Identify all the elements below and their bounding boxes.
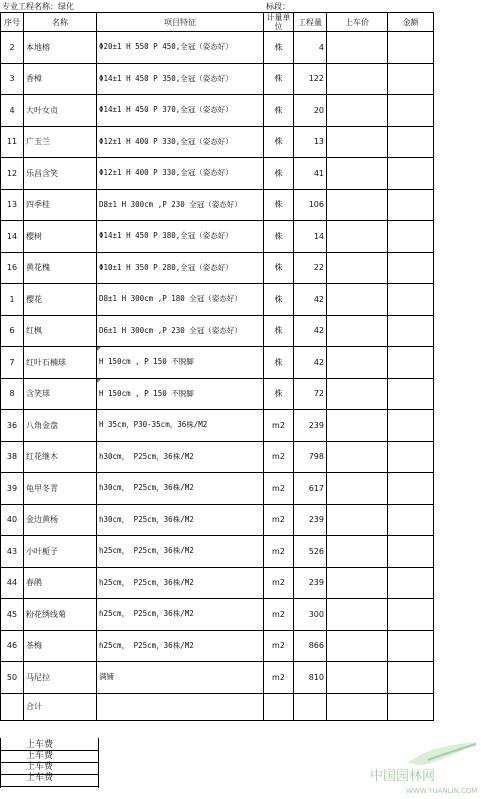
cell-price — [327, 630, 388, 662]
cell-no: 6 — [1, 315, 24, 347]
col-header-name: 名称 — [24, 13, 97, 32]
cell-name: 粉花绣线菊 — [24, 599, 97, 631]
yuanlin-watermark-logo — [368, 740, 481, 796]
total-empty-cell — [327, 693, 388, 720]
cell-spec: Φ10±1 H 350 P 280,全冠（姿态好） — [97, 252, 264, 284]
cell-no: 44 — [1, 567, 24, 599]
cell-spec: h25cm， P25cm，36株/M2 — [97, 536, 264, 568]
cell-qty: 617 — [294, 473, 327, 505]
cell-name: 八角金盘 — [24, 410, 97, 442]
total-empty-cell — [388, 693, 434, 720]
cell-no: 13 — [1, 189, 24, 221]
cell-qty: 122 — [294, 63, 327, 95]
cell-comment-marker — [97, 379, 101, 383]
cell-unit: m2 — [264, 410, 294, 442]
cell-qty: 42 — [294, 284, 327, 316]
cell-name: 金边黄杨 — [24, 504, 97, 536]
cell-no: 14 — [1, 221, 24, 253]
cell-no: 16 — [1, 252, 24, 284]
cell-no: 2 — [1, 32, 24, 64]
cell-price — [327, 536, 388, 568]
cell-qty: 42 — [294, 315, 327, 347]
total-empty-cell — [264, 693, 294, 720]
cell-qty: 20 — [294, 95, 327, 127]
cell-price — [327, 158, 388, 190]
fee-item: 上车费 — [26, 762, 54, 772]
cell-spec: h30cm， P25cm，36株/M2 — [97, 473, 264, 505]
cell-spec: Φ14±1 H 450 P 350,全冠（姿态好） — [97, 63, 264, 95]
table-header-row — [1, 13, 434, 32]
cell-amount — [388, 473, 434, 505]
fee-item: 上车费 — [26, 740, 54, 750]
total-empty-cell — [97, 693, 264, 720]
cell-amount — [388, 347, 434, 379]
cell-unit: 株 — [264, 347, 294, 379]
cell-qty: 106 — [294, 189, 327, 221]
cell-no: 36 — [1, 410, 24, 442]
cell-no: 11 — [1, 126, 24, 158]
table-row — [1, 158, 434, 190]
table-row — [1, 410, 434, 442]
cell-unit: 株 — [264, 95, 294, 127]
cell-price — [327, 126, 388, 158]
cell-unit: 株 — [264, 252, 294, 284]
cell-price — [327, 221, 388, 253]
cell-amount — [388, 284, 434, 316]
cell-no: 8 — [1, 378, 24, 410]
total-row — [1, 693, 434, 720]
cell-name: 红叶石楠球 — [24, 347, 97, 379]
cell-unit: 株 — [264, 32, 294, 64]
sheet-header — [2, 1, 480, 12]
cell-name: 广玉兰 — [24, 126, 97, 158]
cell-unit: 株 — [264, 378, 294, 410]
cell-amount — [388, 252, 434, 284]
cell-spec: h30cm， P25cm，36株/M2 — [97, 504, 264, 536]
cell-price — [327, 32, 388, 64]
cell-qty: 810 — [294, 662, 327, 694]
cell-no: 38 — [1, 441, 24, 473]
cell-amount — [388, 189, 434, 221]
cell-name: 樱花 — [24, 284, 97, 316]
fees-list — [26, 740, 53, 784]
cell-no: 4 — [1, 95, 24, 127]
cell-name: 红花继木 — [24, 441, 97, 473]
table-row — [1, 378, 434, 410]
table-row — [1, 504, 434, 536]
cell-unit: m2 — [264, 599, 294, 631]
fee-item: 上车费 — [26, 751, 54, 761]
cell-price — [327, 441, 388, 473]
cell-spec: Φ12±1 H 400 P 330,全冠（姿态好） — [97, 158, 264, 190]
table-row — [1, 630, 434, 662]
cell-unit: m2 — [264, 662, 294, 694]
cell-spec: Φ12±1 H 400 P 330,全冠（姿态好） — [97, 126, 264, 158]
cell-unit: 株 — [264, 284, 294, 316]
cell-comment-marker — [97, 347, 101, 351]
cell-name: 樱树 — [24, 221, 97, 253]
cell-price — [327, 378, 388, 410]
table-row — [1, 599, 434, 631]
cell-price — [327, 347, 388, 379]
total-no-cell — [1, 693, 24, 720]
table-row — [1, 536, 434, 568]
cell-qty: 526 — [294, 536, 327, 568]
cell-spec: h25cm， P25cm，36株/M2 — [97, 599, 264, 631]
cell-spec: h30cm， P25cm，36株/M2 — [97, 441, 264, 473]
cell-unit: 株 — [264, 315, 294, 347]
cell-unit: m2 — [264, 567, 294, 599]
cell-qty: 239 — [294, 410, 327, 442]
col-header-amount: 金额 — [388, 13, 434, 32]
col-header-spec: 项目特征 — [97, 13, 264, 32]
watermark-url: WWW.YUANLIN.COM — [406, 787, 478, 795]
cell-spec: h25cm， P25cm，36株/M2 — [97, 567, 264, 599]
watermark-cn: 中国园林网 — [370, 769, 436, 784]
cell-amount — [388, 126, 434, 158]
cell-amount — [388, 221, 434, 253]
cell-unit: m2 — [264, 536, 294, 568]
cell-name: 马尼拉 — [24, 662, 97, 694]
cell-amount — [388, 536, 434, 568]
cell-spec: Φ14±1 H 450 P 380,全冠（姿态好） — [97, 221, 264, 253]
cell-qty: 4 — [294, 32, 327, 64]
cell-spec: Φ20±1 H 550 P 450,全冠（姿态好） — [97, 32, 264, 64]
table-row — [1, 63, 434, 95]
table-row — [1, 315, 434, 347]
cell-name: 含笑球 — [24, 378, 97, 410]
cell-name: 香樟 — [24, 63, 97, 95]
cell-name: 本地榕 — [24, 32, 97, 64]
cell-spec: Φ14±1 H 450 P 370,全冠（姿态好） — [97, 95, 264, 127]
cell-amount — [388, 599, 434, 631]
cell-price — [327, 284, 388, 316]
cell-qty: 239 — [294, 567, 327, 599]
cell-price — [327, 95, 388, 127]
cell-name: 春鹃 — [24, 567, 97, 599]
cell-amount — [388, 410, 434, 442]
cell-amount — [388, 567, 434, 599]
cell-name: 红枫 — [24, 315, 97, 347]
table-row — [1, 567, 434, 599]
cell-qty: 42 — [294, 347, 327, 379]
cell-name: 乐昌含笑 — [24, 158, 97, 190]
total-empty-cell — [294, 693, 327, 720]
cell-qty: 13 — [294, 126, 327, 158]
table-row — [1, 441, 434, 473]
cell-spec: H 35cm，P30-35cm，36株/M2 — [97, 410, 264, 442]
cell-spec: H 150cm , P 150 不脱脚 — [97, 347, 264, 379]
cell-qty: 41 — [294, 158, 327, 190]
col-header-price: 上车价 — [327, 13, 388, 32]
cell-name: 龟甲冬青 — [24, 473, 97, 505]
cell-spec: D6±1 H 300cm ,P 230 全冠（姿态好） — [97, 315, 264, 347]
cell-price — [327, 599, 388, 631]
cell-spec: 满铺 — [97, 662, 264, 694]
cell-spec: D8±1 H 300cm ,P 230 全冠（姿态好） — [97, 189, 264, 221]
cell-amount — [388, 441, 434, 473]
cell-unit: 株 — [264, 63, 294, 95]
cell-price — [327, 473, 388, 505]
table-row — [1, 252, 434, 284]
cell-no: 3 — [1, 63, 24, 95]
cell-no: 43 — [1, 536, 24, 568]
section-label: 标段： — [266, 2, 290, 11]
table-row — [1, 189, 434, 221]
cell-spec: D8±1 H 300cm ,P 180 全冠（姿态好） — [97, 284, 264, 316]
cell-price — [327, 504, 388, 536]
table-row — [1, 126, 434, 158]
cell-no: 1 — [1, 284, 24, 316]
cell-price — [327, 252, 388, 284]
table-row — [1, 95, 434, 127]
cell-qty: 72 — [294, 378, 327, 410]
table-row — [1, 662, 434, 694]
table-row — [1, 347, 434, 379]
cell-price — [327, 189, 388, 221]
cell-unit: 株 — [264, 126, 294, 158]
cell-spec: h25cm， P25cm，36株/M2 — [97, 630, 264, 662]
fee-item: 上车费 — [26, 773, 54, 783]
cell-unit: 株 — [264, 221, 294, 253]
cell-price — [327, 567, 388, 599]
table-row — [1, 284, 434, 316]
cell-unit: 株 — [264, 189, 294, 221]
cell-qty: 300 — [294, 599, 327, 631]
table-row — [1, 32, 434, 64]
cell-qty: 14 — [294, 221, 327, 253]
cell-no: 40 — [1, 504, 24, 536]
cell-amount — [388, 504, 434, 536]
col-header-unit: 计量单位 — [264, 13, 294, 32]
cell-unit: m2 — [264, 630, 294, 662]
quantity-table — [0, 12, 434, 721]
cell-no: 46 — [1, 630, 24, 662]
cell-unit: m2 — [264, 441, 294, 473]
cell-qty: 866 — [294, 630, 327, 662]
cell-amount — [388, 158, 434, 190]
cell-name: 黄花槐 — [24, 252, 97, 284]
cell-name: 四季桂 — [24, 189, 97, 221]
cell-qty: 22 — [294, 252, 327, 284]
col-header-no: 序号 — [1, 13, 24, 32]
cell-amount — [388, 32, 434, 64]
cell-no: 50 — [1, 662, 24, 694]
cell-price — [327, 63, 388, 95]
cell-amount — [388, 630, 434, 662]
cell-price — [327, 410, 388, 442]
cell-amount — [388, 95, 434, 127]
cell-no: 7 — [1, 347, 24, 379]
col-header-qty: 工程量 — [294, 13, 327, 32]
cell-unit: 株 — [264, 158, 294, 190]
total-label: 合计 — [24, 693, 97, 720]
cell-price — [327, 315, 388, 347]
cell-amount — [388, 378, 434, 410]
cell-no: 12 — [1, 158, 24, 190]
project-name-label: 专业工程名称：绿化 — [2, 2, 74, 11]
cell-spec: H 150cm , P 150 不脱脚 — [97, 378, 264, 410]
table-row — [1, 473, 434, 505]
cell-price — [327, 662, 388, 694]
cell-name: 大叶女贞 — [24, 95, 97, 127]
cell-name: 茶梅 — [24, 630, 97, 662]
cell-no: 45 — [1, 599, 24, 631]
cell-qty: 239 — [294, 504, 327, 536]
cell-unit: m2 — [264, 473, 294, 505]
table-row — [1, 221, 434, 253]
cell-name: 小叶栀子 — [24, 536, 97, 568]
cell-qty: 798 — [294, 441, 327, 473]
cell-amount — [388, 63, 434, 95]
cell-amount — [388, 315, 434, 347]
cell-unit: m2 — [264, 504, 294, 536]
cell-amount — [388, 662, 434, 694]
cell-no: 39 — [1, 473, 24, 505]
